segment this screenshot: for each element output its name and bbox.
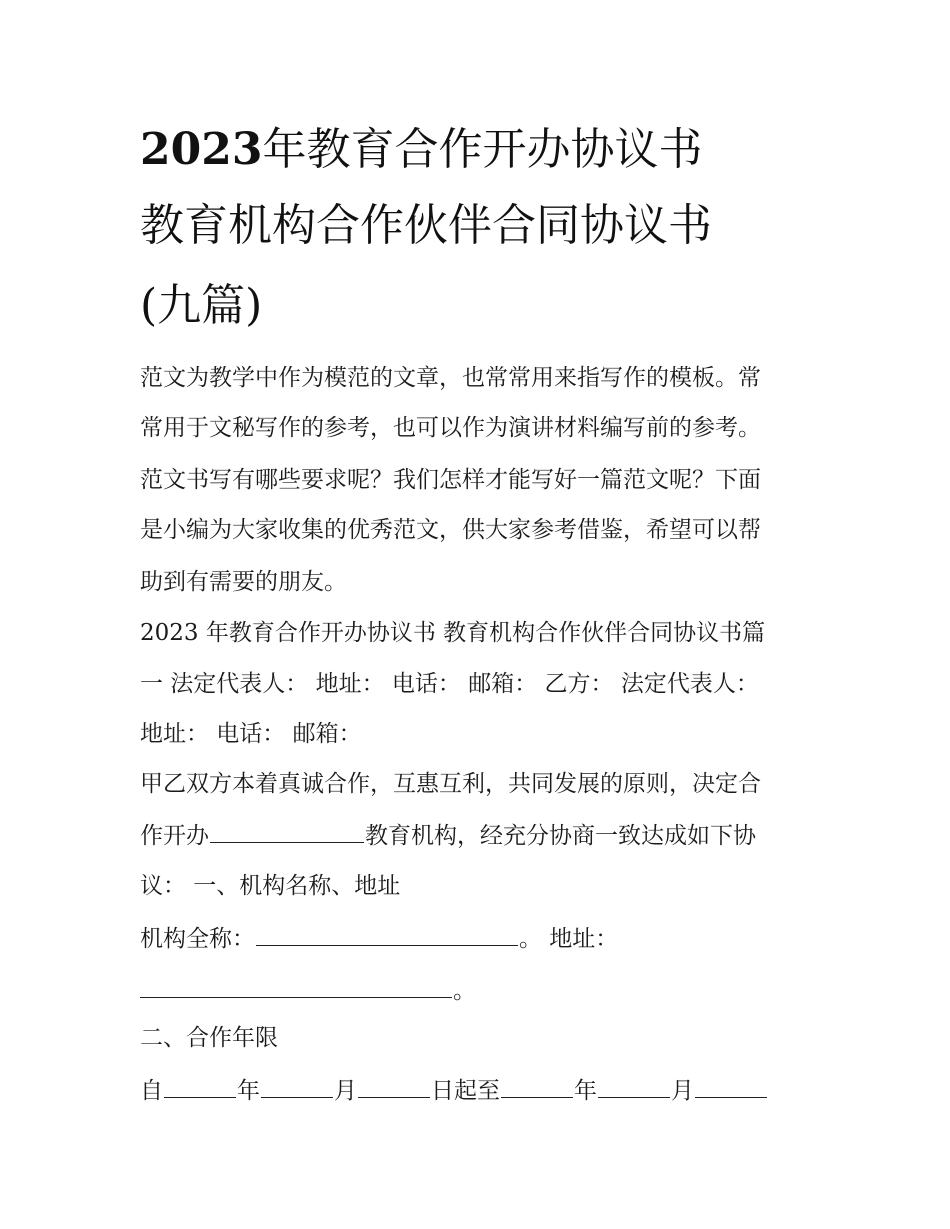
address-blank[interactable] [140, 975, 452, 998]
org-name-label: 机构全称： [140, 926, 255, 952]
title-year: 2023 [140, 124, 263, 175]
parties-line-2: 地址： 电话： 邮箱： [140, 721, 362, 747]
term-month-label: 月 [334, 1078, 357, 1104]
term-year2-label: 年 [574, 1078, 597, 1104]
term-month2-label: 月 [671, 1078, 694, 1104]
intro-line-5: 助到有需要的朋友。 [140, 569, 347, 595]
title-line-1 [140, 124, 702, 176]
end-month-blank[interactable] [598, 1075, 670, 1098]
purpose-line-2 [140, 820, 756, 851]
purpose-line-2-after: 教育机构，经充分协商一致达成如下协 [365, 823, 756, 849]
end-year-blank[interactable] [501, 1075, 573, 1098]
start-month-blank[interactable] [261, 1075, 333, 1098]
purpose-line-3: 议： 一、机构名称、地址 [140, 873, 401, 899]
term-heading: 二、合作年限 [140, 1025, 278, 1051]
term-from: 自 [140, 1078, 163, 1104]
org-address-label: 。 地址： [519, 926, 619, 952]
title-line-2: 教育机构合作伙伴合同协议书 [140, 200, 712, 251]
term-line [140, 1075, 768, 1106]
org-name-line [140, 923, 618, 954]
term-year-label: 年 [237, 1078, 260, 1104]
address-line [140, 975, 476, 1006]
institution-name-blank[interactable] [210, 820, 364, 843]
term-day-until-label: 日起至 [431, 1078, 500, 1104]
intro-line-3: 范文书写有哪些要求呢？我们怎样才能写好一篇范文呢？下面 [140, 467, 761, 493]
title-line-3: (九篇) [140, 280, 263, 331]
intro-line-4: 是小编为大家收集的优秀范文，供大家参考借鉴，希望可以帮 [140, 517, 761, 543]
purpose-line-2-before: 作开办 [140, 823, 209, 849]
end-day-blank[interactable] [695, 1075, 767, 1098]
section-heading: 2023 年教育合作开办协议书 教育机构合作伙伴合同协议书篇 [140, 620, 766, 646]
address-end: 。 [453, 978, 476, 1004]
title-line-1-text: 年教育合作开办协议书 [262, 124, 703, 175]
start-day-blank[interactable] [358, 1075, 430, 1098]
intro-line-2: 常用于文秘写作的参考，也可以作为演讲材料编写前的参考。 [140, 415, 761, 441]
intro-line-1: 范文为教学中作为模范的文章，也常常用来指写作的模板。常 [140, 365, 761, 391]
start-year-blank[interactable] [164, 1075, 236, 1098]
purpose-line-1: 甲乙双方本着真诚合作，互惠互利，共同发展的原则，决定合 [140, 771, 761, 797]
org-full-name-blank[interactable] [256, 923, 518, 946]
parties-line-1: 一 法定代表人： 地址： 电话： 邮箱： 乙方： 法定代表人： [140, 671, 759, 697]
